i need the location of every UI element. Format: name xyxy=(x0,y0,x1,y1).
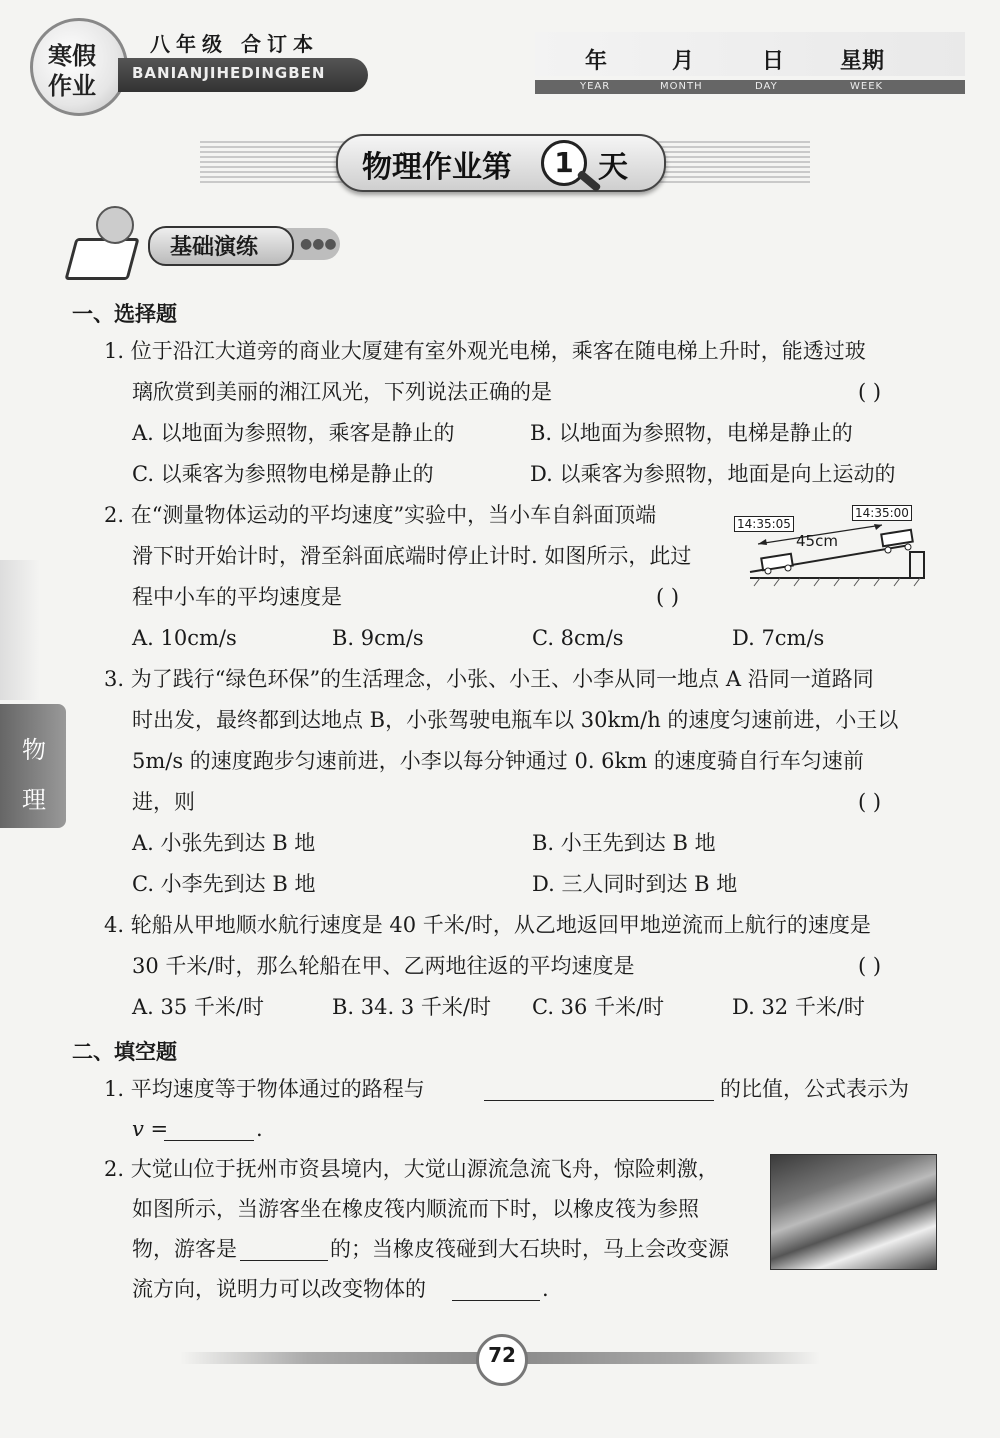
people-icon: ●●● xyxy=(300,236,337,252)
tablet-icon xyxy=(64,238,139,280)
title-prefix: 物理作业第 xyxy=(362,150,512,185)
date-week-sub: WEEK xyxy=(850,81,884,92)
date-month-sub: MONTH xyxy=(660,81,703,92)
student-illustration-icon xyxy=(96,206,134,244)
q1-line2: 璃欣赏到美丽的湘江风光，下列说法正确的是 xyxy=(132,380,552,404)
q3-line4: 进，则 xyxy=(132,790,195,814)
q2-line3: 程中小车的平均速度是 xyxy=(132,585,342,609)
fill-q2-line3-end: 的；当橡皮筏碰到大石块时，马上会改变源 xyxy=(330,1237,729,1261)
q3-line1: 3. 为了践行“绿色环保”的生活理念，小张、小王、小李从同一地点 A 沿同一道路同 xyxy=(104,667,874,691)
q3-option-c: C. 小李先到达 B 地 xyxy=(132,872,316,896)
fill-q2-blank1[interactable] xyxy=(240,1238,328,1261)
side-tab-char2: 理 xyxy=(22,786,46,814)
q3-option-d: D. 三人同时到达 B 地 xyxy=(532,872,738,896)
side-fade xyxy=(0,560,40,700)
page-number: 72 xyxy=(488,1343,516,1367)
timer-start-display: 14:35:05 xyxy=(734,516,794,532)
side-tab-char1: 物 xyxy=(22,736,46,764)
logo-text-line2: 作业 xyxy=(48,72,96,100)
fill-q1-period: . xyxy=(256,1117,263,1141)
logo-text-line1: 寒假 xyxy=(48,42,96,70)
q2-option-a: A. 10cm/s xyxy=(132,626,237,650)
q4-option-c: C. 36 千米/时 xyxy=(532,995,665,1019)
title-suffix: 天 xyxy=(598,150,628,185)
fill-q2-period: . xyxy=(542,1277,549,1301)
q3-answer-paren: ( ) xyxy=(858,790,882,814)
q3-line3: 5m/s 的速度跑步匀速前进，小李以每分钟通过 0. 6km 的速度骑自行车匀速前 xyxy=(132,749,864,773)
fill-q2-line4-start: 流方向，说明力可以改变物体的 xyxy=(132,1277,426,1301)
book-pinyin: BANIANJIHEDINGBEN xyxy=(132,64,326,82)
distance-label: 45cm xyxy=(796,532,838,550)
date-day-label: 日 xyxy=(762,49,785,74)
fill-q1-blank2[interactable] xyxy=(164,1118,254,1141)
part1-heading: 一、选择题 xyxy=(72,302,177,326)
q2-option-b: B. 9cm/s xyxy=(332,626,424,650)
q4-option-a: A. 35 千米/时 xyxy=(132,995,264,1019)
fill-q2-line1: 2. 大觉山位于抚州市资县境内，大觉山源流急流飞舟，惊险刺激， xyxy=(104,1157,719,1181)
date-day-sub: DAY xyxy=(755,81,778,92)
fill-q2-line3-start: 物，游客是 xyxy=(132,1237,237,1261)
date-week-label: 星期 xyxy=(840,49,885,74)
fill-q1-formula-label: v = xyxy=(132,1117,169,1141)
q1-line1: 1. 位于沿江大道旁的商业大厦建有室外观光电梯，乘客在随电梯上升时，能透过玻 xyxy=(104,339,866,363)
fill-q2-line2: 如图所示，当游客坐在橡皮筏内顺流而下时，以橡皮筏为参照 xyxy=(132,1197,699,1221)
fill-q2-blank2[interactable] xyxy=(452,1278,540,1301)
part2-heading: 二、填空题 xyxy=(72,1040,177,1064)
q4-line1: 4. 轮船从甲地顺水航行速度是 40 千米/时，从乙地返回甲地逆流而上航行的速度是 xyxy=(104,913,871,937)
timer-end-display: 14:35:00 xyxy=(852,505,912,521)
q1-answer-paren: ( ) xyxy=(858,380,882,404)
q2-option-d: D. 7cm/s xyxy=(732,626,825,650)
q4-option-b: B. 34. 3 千米/时 xyxy=(332,995,491,1019)
book-title: 八年级 合订本 xyxy=(150,32,319,56)
q4-option-d: D. 32 千米/时 xyxy=(732,995,865,1019)
q4-answer-paren: ( ) xyxy=(858,954,882,978)
q1-option-a: A. 以地面为参照物，乘客是静止的 xyxy=(132,421,455,445)
fill-q1-line1-end: 的比值，公式表示为 xyxy=(720,1077,909,1101)
date-month-label: 月 xyxy=(672,49,695,74)
q4-line2: 30 千米/时，那么轮船在甲、乙两地往返的平均速度是 xyxy=(132,954,635,978)
q1-option-d: D. 以乘客为参照物，地面是向上运动的 xyxy=(530,462,896,486)
q2-line2: 滑下时开始计时，滑至斜面底端时停止计时. 如图所示，此过 xyxy=(132,544,692,568)
section-tag-label: 基础演练 xyxy=(170,235,259,260)
date-year-label: 年 xyxy=(585,49,608,74)
q3-line2: 时出发，最终都到达地点 B，小张驾驶电瓶车以 30km/h 的速度匀速前进，小王以 xyxy=(132,708,899,732)
q2-option-c: C. 8cm/s xyxy=(532,626,624,650)
date-year-sub: YEAR xyxy=(580,81,611,92)
rafting-photo xyxy=(770,1154,937,1270)
fill-q1-blank1[interactable] xyxy=(484,1078,714,1101)
q1-option-c: C. 以乘客为参照物电梯是静止的 xyxy=(132,462,434,486)
title-day-number: 1 xyxy=(541,140,587,186)
q1-option-b: B. 以地面为参照物，电梯是静止的 xyxy=(530,421,853,445)
q3-option-a: A. 小张先到达 B 地 xyxy=(132,831,316,855)
fill-q1-line1-start: 1. 平均速度等于物体通过的路程与 xyxy=(104,1077,425,1101)
q3-option-b: B. 小王先到达 B 地 xyxy=(532,831,716,855)
q2-line1: 2. 在“测量物体运动的平均速度”实验中，当小车自斜面顶端 xyxy=(104,503,657,527)
q2-answer-paren: ( ) xyxy=(656,585,680,609)
